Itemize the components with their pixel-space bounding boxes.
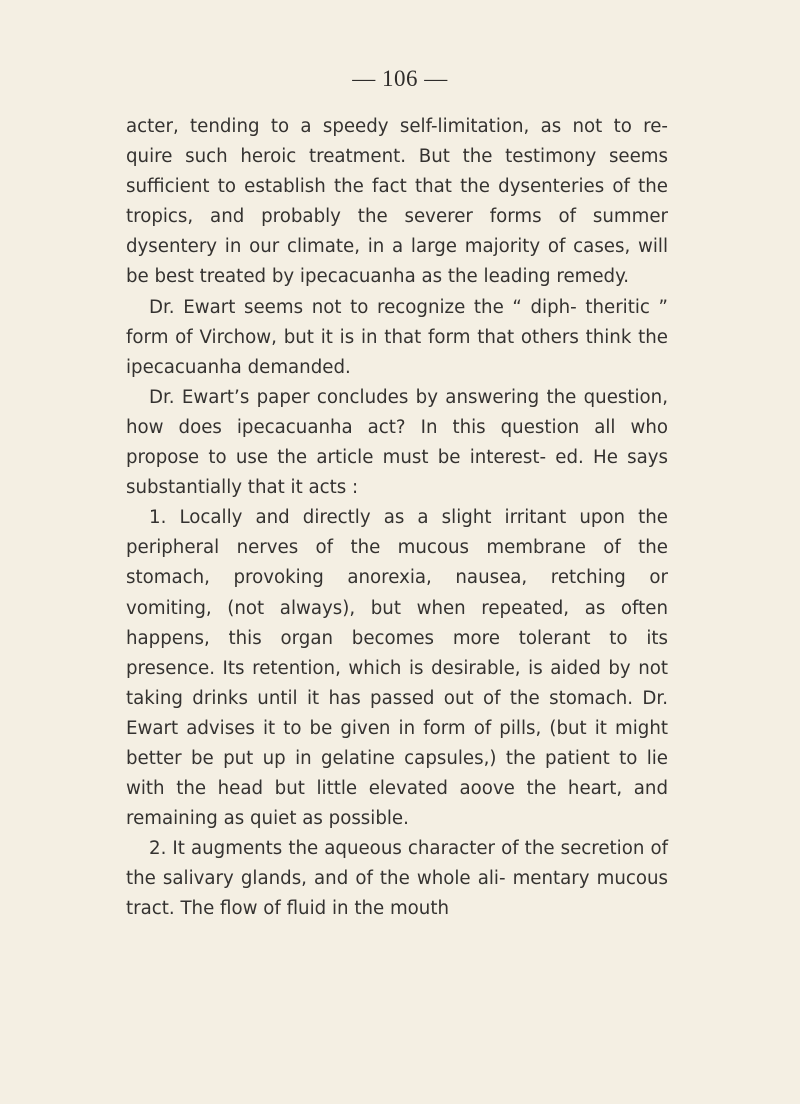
- paragraph-point-2: 2. It augments the aqueous character of the secretion of the salivary glands, and of the whole ali- mentary mucous tract. The flow of fluid in the mouth: [126, 838, 668, 920]
- body-text: [126, 112, 668, 925]
- paragraph-continuation: acter, tending to a speedy self-limitation, as not to re- quire such heroic treatment. But the testimony seems sufficient to establish the fact that the dysenteries of the tropics, and probably the severer forms of summer dysentery in our climate, in a large majority of cases, will be best treated by ipecacuanha as the leading remedy.: [126, 116, 668, 288]
- paragraph-point-1: 1. Locally and directly as a slight irritant upon the peripheral nerves of the mucous membrane of the stomach, provoking anorexia, nausea, retching or vomiting, (not always), but when repeated, as often happens, this organ becomes more tolerant to its presence. Its retention, which is desirable, is aided by not taking drinks until it has passed out of the stomach. Dr. Ewart advises it to be given in form of pills, (but it might better be put up in gelatine capsules,) the patient to lie with the head but little elevated aoove the heart, and remaining as quiet as possible.: [126, 507, 668, 830]
- paragraph-virchow: Dr. Ewart seems not to recognize the “ diph- theritic ” form of Virchow, but it is in that form that others think the ipecacuanha demanded.: [126, 296, 668, 378]
- paragraph-question: Dr. Ewart’s paper concludes by answering the question, how does ipecacuanha act? In this question all who propose to use the article must be interest- ed. He says substantially that it acts :: [126, 386, 668, 499]
- page-number: — 106 —: [352, 66, 448, 91]
